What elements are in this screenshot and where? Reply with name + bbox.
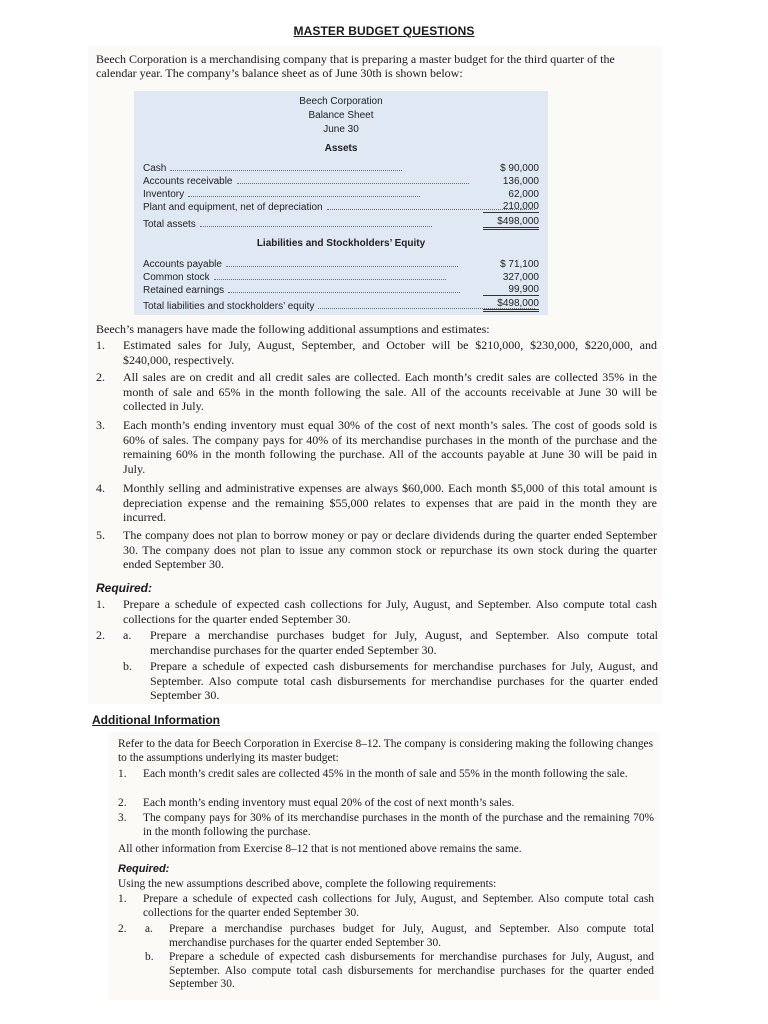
asset-row-total: Total assets $498,000 (143, 216, 539, 230)
additional-required-intro: Using the new assumptions described above, complete the following requirements: (118, 878, 497, 890)
assumptions-intro: Beech’s managers have made the following additional assumptions and estimates: (96, 322, 490, 336)
additional-intro: Refer to the data for Beech Corporation in Exercise 8–12. The company is considering making the following changes to the assumptions underlying its master budget: (118, 738, 653, 764)
additional-heading: Additional Information (92, 713, 220, 727)
balance-sheet (134, 91, 548, 315)
asset-row-plant: Plant and equipment, net of depreciation 210,000 (143, 201, 539, 213)
liab-row-total: Total liabilities and stockholders’ equity $498,000 (143, 298, 539, 312)
asset-row-cash: Cash $ 90,000 (143, 163, 539, 174)
other-info: All other information from Exercise 8–12 that is not mentioned above remains the same. (118, 843, 522, 855)
sheet-company: Beech Corporation (299, 96, 383, 107)
sheet-name: Balance Sheet (308, 110, 374, 121)
asset-row-inventory: Inventory 62,000 (143, 189, 539, 200)
sheet-date: June 30 (323, 124, 359, 135)
liab-row-payable: Accounts payable $ 71,100 (143, 259, 539, 270)
liab-row-common: Common stock 327,000 (143, 272, 539, 283)
assets-heading: Assets (324, 143, 358, 154)
intro-paragraph: Beech Corporation is a merchandising company that is preparing a master budget for the third quarter of the calendar year. The company’s balance sheet as of June 30th is shown below: (96, 52, 615, 80)
asset-row-receivable: Accounts receivable 136,000 (143, 176, 539, 187)
additional-required-label: Required: (118, 863, 170, 875)
page-title: MASTER BUDGET QUESTIONS (293, 24, 475, 38)
required-label: Required: (96, 581, 153, 595)
liab-row-retained: Retained earnings 99,900 (143, 284, 539, 296)
liabilities-heading: Liabilities and Stockholders’ Equity (256, 238, 426, 249)
